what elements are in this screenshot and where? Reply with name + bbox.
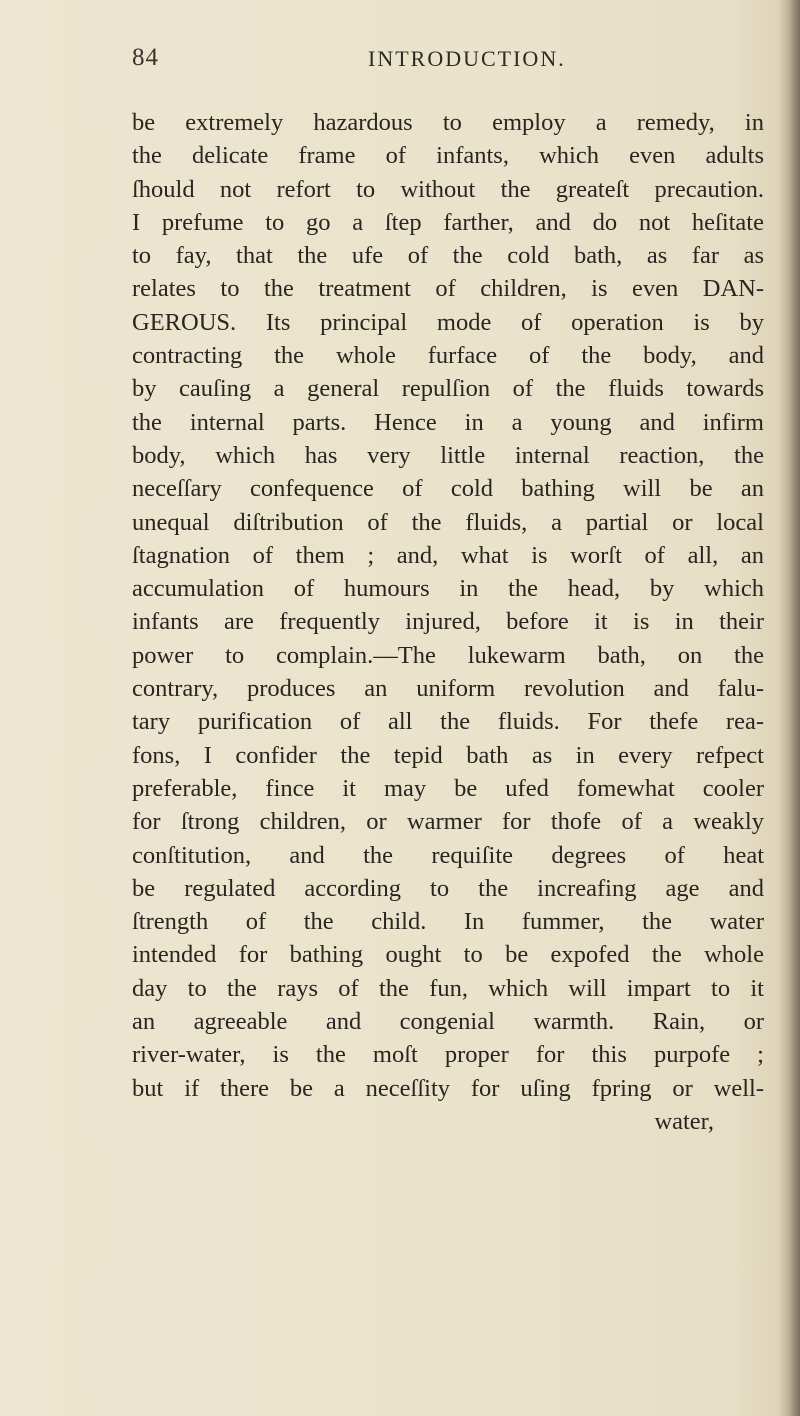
text-line: the internal parts. Hence in a young and infirm xyxy=(132,408,764,436)
text-line: contracting the whole furface of the body, and xyxy=(132,342,764,370)
text-line: ſhould not refort to without the greateſt precaution. xyxy=(132,175,764,203)
page-number: 84 xyxy=(132,44,159,71)
text-line: river-water, is the moſt proper for this purpofe ; xyxy=(132,1041,764,1069)
text-line: but if there be a neceſſity for uſing fpring or well- xyxy=(132,1074,764,1102)
text-line: an agreeable and congenial warmth. Rain, or xyxy=(132,1008,764,1036)
page-header xyxy=(132,44,772,78)
text-line: relates to the treatment of children, is even DAN- xyxy=(132,275,764,303)
page-gutter-shadow xyxy=(778,0,800,1416)
text-line: GEROUS. Its principal mode of operation is by xyxy=(132,308,764,336)
text-line: conſtitution, and the requiſite degrees of heat xyxy=(132,841,764,869)
text-line: power to complain.—The lukewarm bath, on the xyxy=(132,641,764,669)
text-line: contrary, produces an uniform revolution and falu- xyxy=(132,675,764,703)
text-line: I prefume to go a ſtep farther, and do not heſitate xyxy=(132,208,764,236)
running-head: INTRODUCTION. xyxy=(368,46,566,71)
body-text xyxy=(132,106,764,1138)
text-line: be regulated according to the increafing age and xyxy=(132,874,764,902)
text-line: to fay, that the ufe of the cold bath, as far as xyxy=(132,242,764,270)
text-line: preferable, fince it may be ufed fomewhat cooler xyxy=(132,774,764,802)
text-line: intended for bathing ought to be expofed the whole xyxy=(132,941,764,969)
text-line: by cauſing a general repulſion of the fluids towards xyxy=(132,375,764,403)
text-line: tary purification of all the fluids. For thefe rea- xyxy=(132,708,764,736)
text-line: be extremely hazardous to employ a remedy, in xyxy=(132,109,764,136)
text-line: unequal diſtribution of the fluids, a partial or local xyxy=(132,508,764,536)
text-line: the delicate frame of infants, which even adults xyxy=(132,142,764,170)
text-line: body, which has very little internal reaction, the xyxy=(132,441,764,469)
text-line: for ſtrong children, or warmer for thofe of a weakly xyxy=(132,808,764,836)
text-line: neceſſary confequence of cold bathing will be an xyxy=(132,475,764,503)
text-line: ſtagnation of them ; and, what is worſt of all, an xyxy=(132,541,764,569)
text-line: fons, I confider the tepid bath as in every refpect xyxy=(132,741,764,769)
text-line: accumulation of humours in the head, by which xyxy=(132,575,764,603)
catchword: water, xyxy=(654,1107,714,1135)
text-line: ſtrength of the child. In fummer, the water xyxy=(132,908,764,936)
text-line: infants are frequently injured, before it is in their xyxy=(132,608,764,636)
text-line: day to the rays of the fun, which will impart to it xyxy=(132,974,764,1002)
